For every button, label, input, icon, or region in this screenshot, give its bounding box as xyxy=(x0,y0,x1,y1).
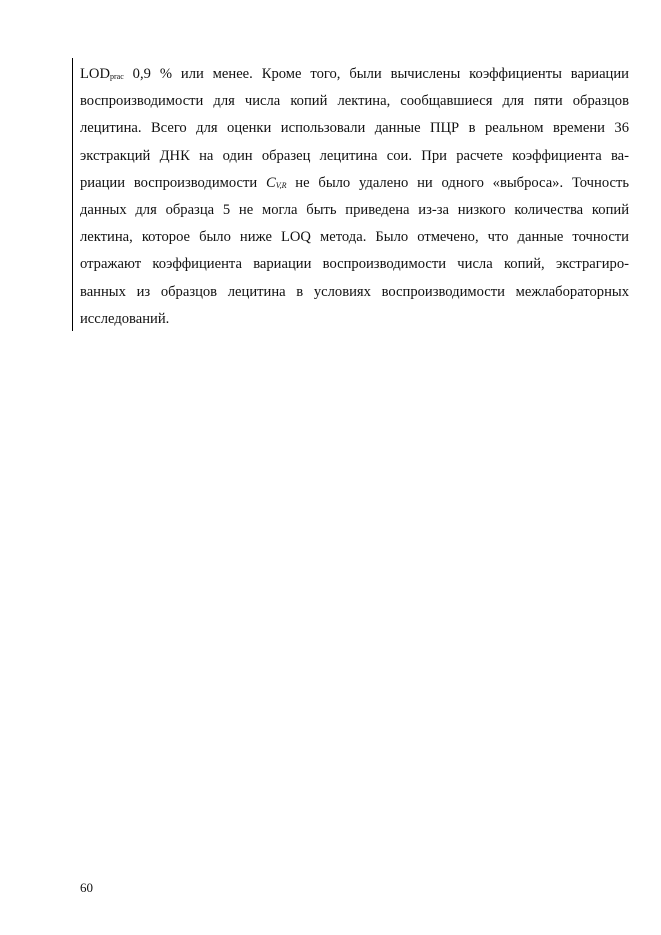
paragraph-line-1 xyxy=(80,61,629,88)
paragraph-line-7: лектина, которое было ниже LOQ метода. Было отмечено, что данные точности xyxy=(80,229,629,246)
paragraph-line-5 xyxy=(80,170,629,197)
paragraph-line-4: экстракций ДНК на один образец лецитина сои. При расчете коэффициента ва- xyxy=(80,147,629,164)
revision-bar xyxy=(72,58,73,331)
paragraph-line-3: лецитина. Всего для оценки использовали данные ПЦР в реальном времени 36 xyxy=(80,120,629,137)
body-paragraph xyxy=(80,61,629,333)
cvr-subscript: V,R xyxy=(275,180,287,190)
line-5-text-after: не было удалено ни одного «выброса». Точность xyxy=(286,174,629,191)
paragraph-line-6: данных для образца 5 не могла быть приведена из-за низкого количества копий xyxy=(80,201,629,218)
paragraph-line-2: воспроизводимости для числа копий лектина, сообщавшиеся для пяти образцов xyxy=(80,93,629,110)
page-number: 60 xyxy=(80,880,93,895)
line-5-text-before: риации воспроизводимости xyxy=(80,174,267,191)
lod-term: LOD xyxy=(80,66,110,82)
paragraph-line-8: отражают коэффициента вариации воспроизводимости числа копий, экстрагиро- xyxy=(80,256,629,273)
paragraph-line-10: исследований. xyxy=(80,310,170,327)
paragraph-line-9: ванных из образцов лецитина в условиях воспроизводимости межлабораторных xyxy=(80,283,629,300)
lod-subscript: prac xyxy=(110,72,124,81)
line-1-text: 0,9 % или менее. Кроме того, были вычислены коэффициенты вариации xyxy=(123,66,629,82)
cvr-symbol: C xyxy=(266,174,276,191)
